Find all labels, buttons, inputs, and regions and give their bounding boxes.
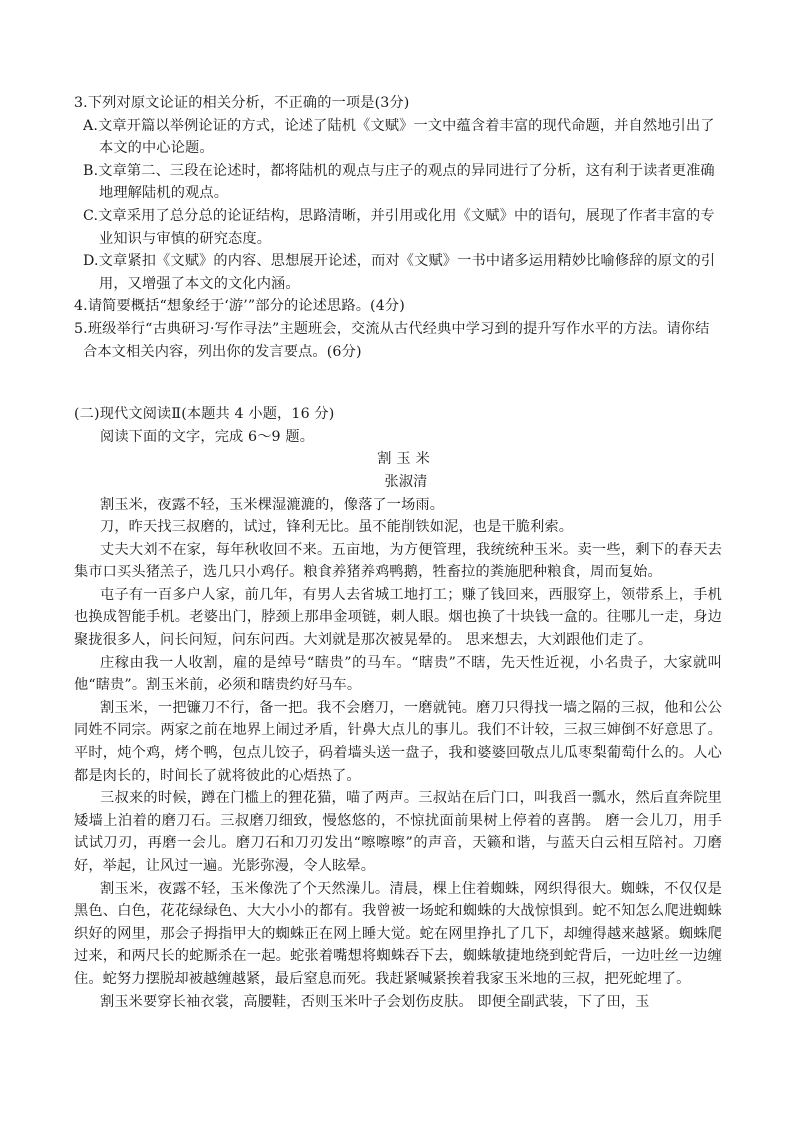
question-3-stem: 3.下列对原文论证的相关分析，不正确的一项是(3分) <box>74 95 410 111</box>
story-paragraph: 三叔来的时候，蹲在门槛上的狸花猫，喵了两声。三叔站在后门口，叫我舀一瓢水，然后直奔院里矮墙上泊着的磨刀石。三叔磨刀细致，慢悠悠的，不惊扰面前果树上停着的喜鹊。 磨一会儿刀，用手试试刀刃，再磨一会儿。磨刀石和刀刃发出“嚓嚓嚓”的声音，天籁和谐，与蓝天白云相互陪衬。刀磨好，举起，让风过一遍。光影弥漫，令人眩晕。 <box>74 790 722 874</box>
story-paragraph: 庄稼由我一人收割，雇的是绰号“瞎贵”的马车。“瞎贵”不瞎，先天性近视，小名贵子，大家就叫他“瞎贵”。割玉米前，必须和瞎贵约好马车。 <box>74 654 722 694</box>
question-3-option-c: C.文章采用了总分总的论证结构，思路清晰，并引用或化用《文赋》中的语句，展现了作者丰富的专业知识与审慎的研究态度。 <box>83 207 715 247</box>
question-3-option-b: B.文章第二、三段在论述时，都将陆机的观点与庄子的观点的异同进行了分析，这有利于读者更准确地理解陆机的观点。 <box>83 162 715 202</box>
section-gap <box>74 363 722 403</box>
story-paragraph: 割玉米，一把镰刀不行，备一把。我不会磨刀，一磨就钝。磨刀只得找一墙之隔的三叔，他和公公同姓不同宗。两家之前在地界上闹过矛盾，针鼻大点儿的事儿。我们不计较，三叔三婶倒不好意思了。平时，炖个鸡，烤个鸭，包点儿饺子，码着墙头送一盘子，我和婆婆回敬点儿瓜枣梨葡萄什么的。人心都是肉长的，时间长了就将彼此的心焐热了。 <box>74 699 722 784</box>
story-paragraph: 割玉米要穿长袖衣裳，高腰鞋，否则玉米叶子会划伤皮肤。 即便全副武装，下了田，玉 <box>100 993 650 1010</box>
question-3-option-a: A.文章开篇以举例论证的方式，论述了陆机《文赋》一文中蕴含着丰富的现代命题，并自然地引出了本文的中心论题。 <box>83 117 715 157</box>
story-paragraph: 屯子有一百多户人家，前几年，有男人去省城工地打工；赚了钱回来，西服穿上，领带系上，手机也换成智能手机。老婆出门，脖颈上那串金项链，刺人眼。烟也换了十块钱一盒的。往哪儿一走，身边聚拢很多人，问长问短，问东问西。大刘就是那次被晃晕的。 思来想去，大刘跟他们走了。 <box>74 586 722 649</box>
story-author: 张淑清 <box>384 473 428 490</box>
section-heading: (二)现代文阅读Ⅱ(本题共 4 小题，16 分) <box>74 406 335 423</box>
story-paragraph: 割玉米，夜露不轻，玉米棵湿漉漉的，像落了一场雨。 <box>100 496 445 513</box>
story-paragraph: 丈夫大刘不在家，每年秋收回不来。五亩地，为方便管理，我统统种玉米。卖一些，剩下的春天去集市口买头猪羔子，选几只小鸡仔。粮食养猪养鸡鸭鹅，牲畜拉的粪施肥种粮食，周而复始。 <box>74 541 722 581</box>
exam-page <box>74 92 722 1013</box>
question-4: 4.请简要概括“想象经于‘游’”部分的论述思路。(4分) <box>74 298 405 315</box>
story-title: 割玉米 <box>377 451 435 468</box>
question-3-option-d: D.文章紧扣《文赋》的内容、思想展开论述，而对《文赋》一书中诸多运用精妙比喻修辞的原文的引用，又增强了本文的文化内涵。 <box>83 253 716 292</box>
story-paragraph: 刀，昨天找三叔磨的，试过，锋利无比。虽不能削铁如泥，也是干脆利索。 <box>100 519 574 536</box>
question-5: 5.班级举行“古典研习·写作寻法”主题班会，交流从古代经典中学习到的提升写作水平的方法。请你结合本文相关内容，列出你的发言要点。(6分) <box>74 320 710 360</box>
section-instruction: 阅读下面的文字，完成 6～9 题。 <box>100 428 315 445</box>
story-paragraph: 割玉米，夜露不轻，玉米像洗了个天然澡儿。清晨，棵上住着蜘蛛，网织得很大。蜘蛛，不仅仅是黑色、白色，花花绿绿色、大大小小的都有。我曾被一场蛇和蜘蛛的大战惊惧到。蛇不知怎么爬进蜘蛛织好的网里，那会子拇指甲大的蜘蛛正在网上睡大觉。蛇在网里挣扎了几下，却缠得越来越紧。蜘蛛爬过来，和两尺长的蛇厮杀在一起。蛇张着嘴想将蜘蛛吞下去，蜘蛛敏捷地绕到蛇背后，一边吐丝一边缠住。蛇努力摆脱却被越缠越紧，最后窒息而死。我赶紧喊紧挨着我家玉米地的三叔，把死蛇埋了。 <box>74 880 722 987</box>
